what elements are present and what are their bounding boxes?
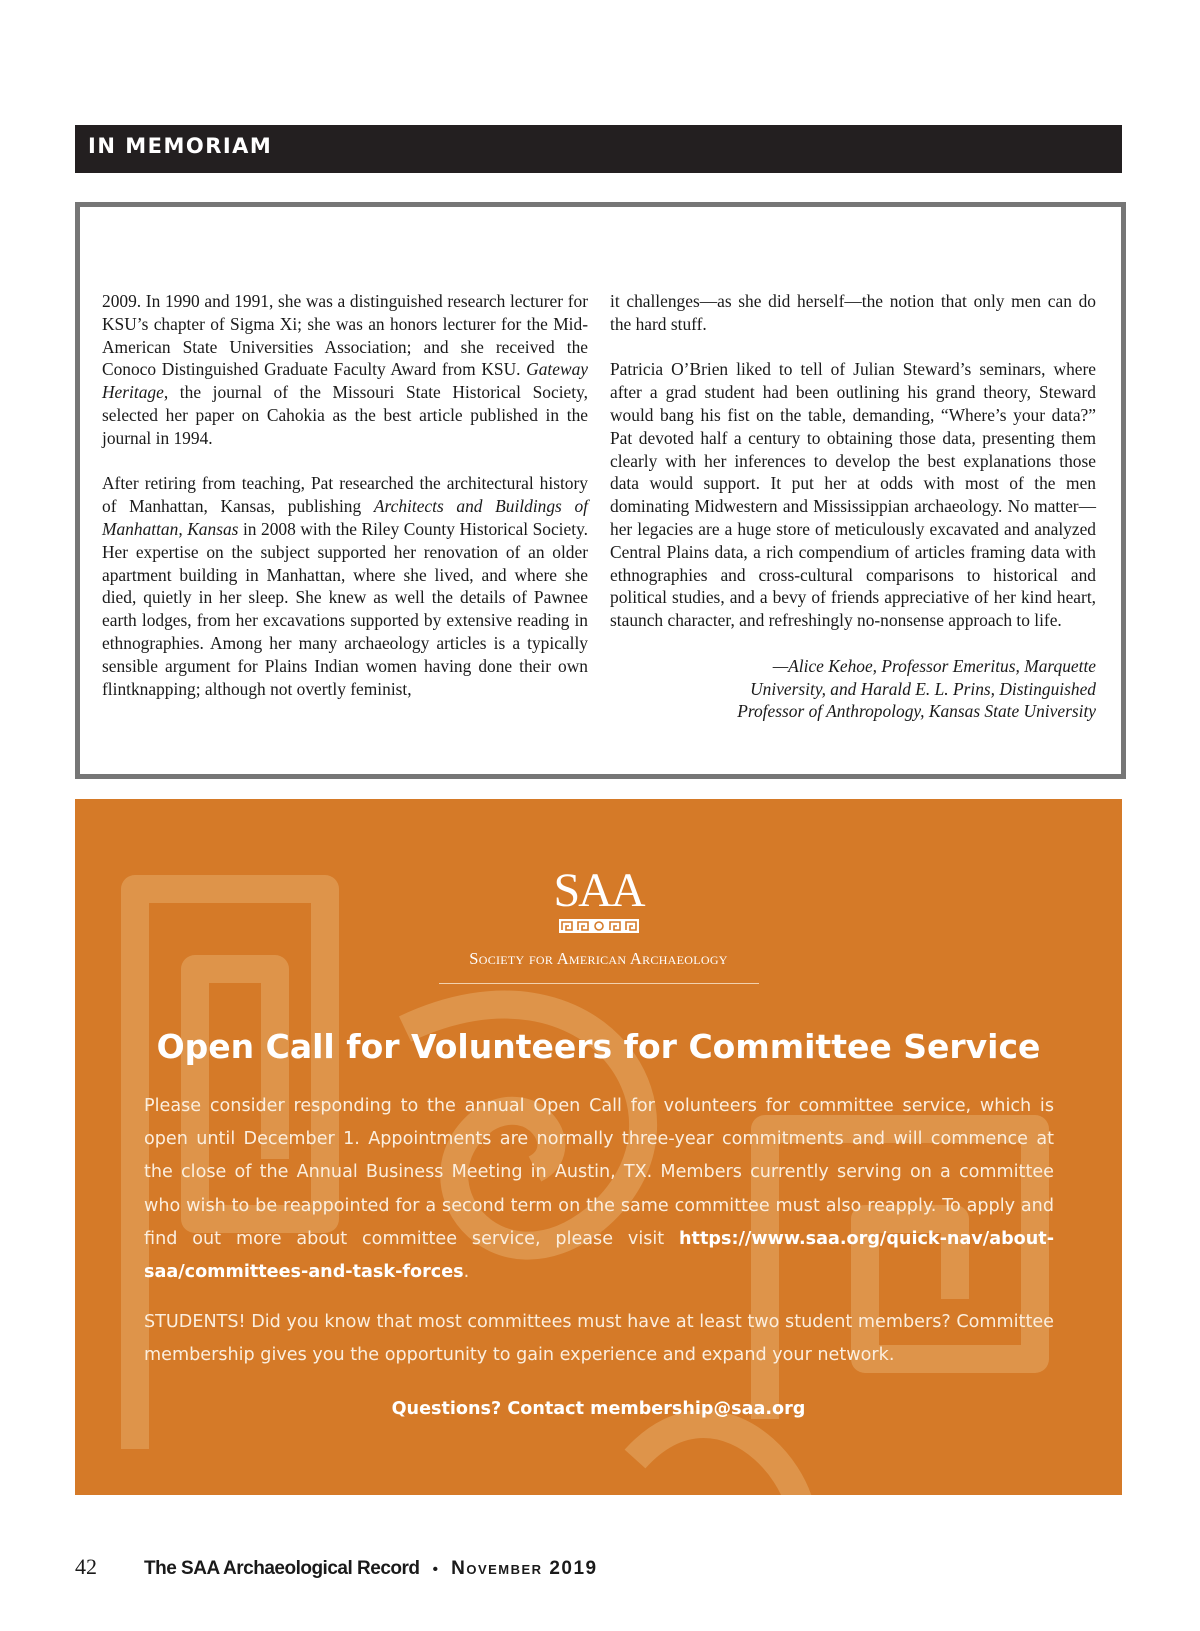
paragraph-text: , the journal of the Missouri State Historical Society, selected her paper on Cahokia as the best article published in the journal in 1994. xyxy=(102,382,588,448)
ad-paragraph-text: Please consider responding to the annual Open Call for volunteers for committee service, which is open until December 1. Appointments are normally three-year commitments and will commence at the close of the Annual Business Meeting in Austin, TX. Members currently serving on a committee who wish to be reappointed for a second term on the same committee must also reapply. To apply and find out more about committee service, please visit xyxy=(144,1096,1054,1249)
article-left-column xyxy=(102,290,588,700)
memoriam-article-box xyxy=(75,202,1126,779)
article-paragraph: Patricia O’Brien liked to tell of Julian Steward’s seminars, where after a grad student had been outlining his grand theory, Steward would bang his fist on the table, demanding, “Where’s your data?” Pat devoted half a century to obtaining those data, presenting them clearly with her inferences to develop the best explanations those data would support. It put her at odds with most of the men dominating Midwestern and Mississippian archaeology. No matter—her legacies are a huge store of meticulously excavated and analyzed Central Plains data, a rich compendium of articles framing data with ethnographies and cross-cultural comparisons to historical and political studies, and a bevy of friends appreciative of her kind heart, staunch character, and refreshingly no-nonsense approach to life. xyxy=(610,359,1096,631)
footer-bullet: • xyxy=(432,1561,439,1578)
signature-line: Professor of Anthropology, Kansas State University xyxy=(737,701,1096,722)
section-header-bar xyxy=(75,125,1122,173)
saa-logo-name: Society for American Archaeology xyxy=(469,949,728,968)
page-number: 42 xyxy=(75,1554,97,1579)
committees-link[interactable]: https://www.saa.org/quick-nav/about-saa/committees-and-task-forces xyxy=(144,1228,1054,1283)
meander-band-icon xyxy=(559,919,639,933)
article-paragraph xyxy=(102,290,588,450)
paragraph-text: in 2008 with the Riley County Historical Society. Her expertise on the subject supported her renovation of an older apartment building in Manhattan, where she lived, and where she died, quietly in her sleep. She knew as well the details of Pawnee earth lodges, from her excavations supported by extensive reading in ethnographies. Among her many archaeology articles is a typically sensible argument for Plains Indian women having done their own flintknapping; although not overtly feminist, xyxy=(102,518,588,699)
saa-volunteer-advertisement xyxy=(75,799,1122,1495)
journal-title-italic: Gateway Heritage xyxy=(102,359,588,403)
contact-email-line[interactable]: Questions? Contact membership@saa.org xyxy=(391,1399,806,1419)
section-title: IN MEMORIAM xyxy=(88,134,273,158)
article-paragraph: it challenges—as she did herself—the notion that only men can do the hard stuff. xyxy=(610,291,1096,334)
signature-line: University, and Harald E. L. Prins, Distinguished xyxy=(750,678,1096,699)
ad-students-paragraph: STUDENTS! Did you know that most committees must have at least two student members? Committee membership gives you the opportunity to gain experience and expand your network. xyxy=(144,1312,1054,1366)
journal-name: The SAA Archaeological Record xyxy=(144,1558,420,1579)
signature-line: —Alice Kehoe, Professor Emeritus, Marquette xyxy=(772,655,1096,676)
author-signature xyxy=(610,655,1096,723)
article-paragraph xyxy=(102,472,588,700)
saa-logo xyxy=(75,864,1122,984)
ad-title: Open Call for Volunteers for Committee Service xyxy=(156,1027,1041,1066)
issue-date: November 2019 xyxy=(451,1558,598,1579)
logo-divider xyxy=(439,983,759,984)
page-footer xyxy=(75,1552,598,1582)
paragraph-text: After retiring from teaching, Pat researched the architectural history of Manhattan, Kansas, publishing xyxy=(102,473,588,517)
saa-logo-mark: SAA xyxy=(553,864,644,917)
ad-body xyxy=(144,1090,1054,1390)
book-title-italic: Architects and Buildings of Manhattan, Kansas xyxy=(102,496,589,539)
paragraph-text: 2009. In 1990 and 1991, she was a distinguished research lecturer for KSU’s chapter of Sigma Xi; she was an honors lecturer for the Mid-American State Universities Association; and she received the Conoco Distinguished Graduate Faculty Award from KSU. xyxy=(102,291,588,380)
ad-paragraph-end: . xyxy=(463,1262,470,1283)
ad-paragraph xyxy=(144,1090,1054,1289)
article-right-column xyxy=(610,290,1096,723)
